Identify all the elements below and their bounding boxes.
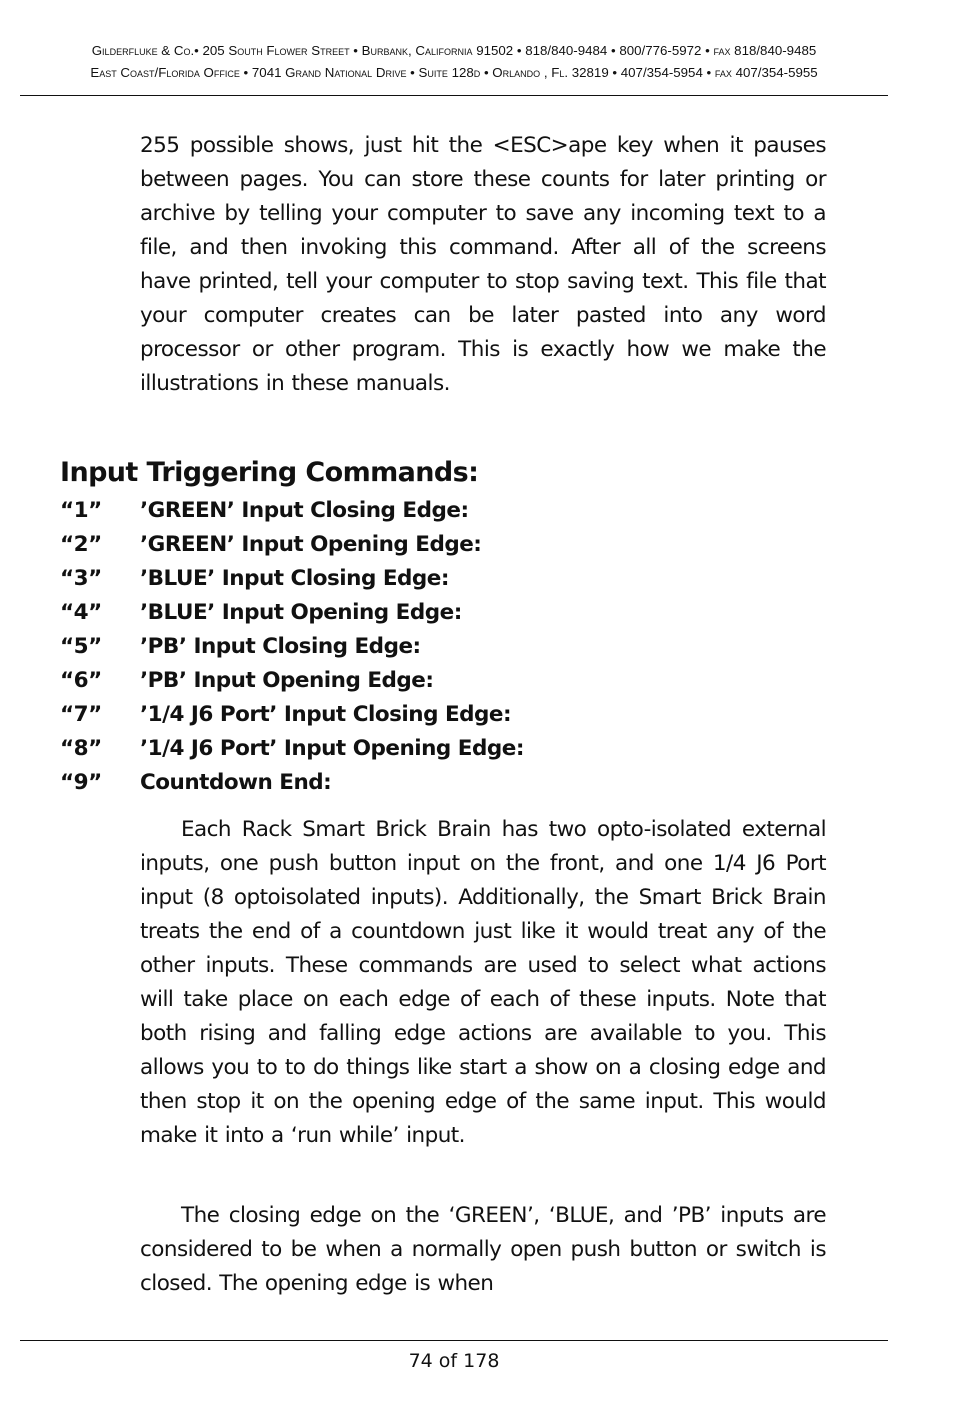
command-item bbox=[60, 630, 524, 664]
command-item bbox=[60, 698, 524, 732]
command-label: Countdown End: bbox=[140, 770, 332, 795]
command-key: “7” bbox=[60, 702, 102, 727]
command-item bbox=[60, 732, 524, 766]
command-label: ’GREEN’ Input Closing Edge: bbox=[140, 498, 469, 523]
command-key: “3” bbox=[60, 566, 102, 591]
closing-edge-paragraph: The closing edge on the ‘GREEN’, ‘BLUE, and ’PB’ inputs are considered to be when a normally open push button or switch is closed. The opening edge is when bbox=[140, 1203, 826, 1296]
command-label: ’GREEN’ Input Opening Edge: bbox=[140, 532, 482, 557]
command-label: ’1/4 J6 Port’ Input Opening Edge: bbox=[140, 736, 524, 761]
command-item bbox=[60, 528, 524, 562]
command-label: ’PB’ Input Opening Edge: bbox=[140, 668, 434, 693]
header-address-line-1: Gilderfluke & Co.• 205 South Flower Street • Burbank, California 91502 • 818/840-9484 • 800/776-5972 • fax 818/840-9485 bbox=[91, 43, 817, 58]
command-key: “6” bbox=[60, 668, 102, 693]
command-label: ’PB’ Input Closing Edge: bbox=[140, 634, 421, 659]
command-item bbox=[60, 766, 524, 800]
header-address-line-2: East Coast/Florida Office • 7041 Grand National Drive • Suite 128d • Orlando , Fl. 32819 • 407/354-5954 • fax 407/354-5955 bbox=[90, 65, 818, 80]
footer-divider bbox=[20, 1340, 888, 1341]
header-divider bbox=[20, 95, 888, 96]
command-label: ’BLUE’ Input Closing Edge: bbox=[140, 566, 449, 591]
command-key: “9” bbox=[60, 770, 102, 795]
command-item bbox=[60, 596, 524, 630]
command-key: “1” bbox=[60, 498, 102, 523]
command-key: “8” bbox=[60, 736, 102, 761]
page-header bbox=[20, 40, 888, 84]
command-list bbox=[60, 494, 524, 800]
page-number: 74 of 178 bbox=[408, 1350, 500, 1372]
command-key: “5” bbox=[60, 634, 102, 659]
command-label: ’1/4 J6 Port’ Input Closing Edge: bbox=[140, 702, 512, 727]
command-key: “2” bbox=[60, 532, 102, 557]
inputs-description-paragraph: Each Rack Smart Brick Brain has two opto-isolated external inputs, one push button input on the front, and one 1/4 J6 Port input (8 optoisolated inputs). Additionally, the Smart Brick Brain treats the end of a countdown just like it would treat any of the other inputs. These commands are used to select what actions will take place on each edge of each of these inputs. Note that both rising and falling edge actions are available to you. This allows you to to do things like start a show on a closing edge and then stop it on the opening edge of the same input. This would make it into a ‘run while’ input. bbox=[140, 817, 826, 1148]
command-key: “4” bbox=[60, 600, 102, 625]
command-label: ’BLUE’ Input Opening Edge: bbox=[140, 600, 462, 625]
section-heading: Input Triggering Commands: bbox=[60, 457, 479, 488]
command-item bbox=[60, 494, 524, 528]
command-item bbox=[60, 562, 524, 596]
intro-paragraph: 255 possible shows, just hit the <ESC>ape key when it pauses between pages. You can store these counts for later printing or archive by telling your computer to save any incoming text to a file, and then invoking this command. After all of the screens have printed, tell your computer to stop saving text. This file that your computer creates can be later pasted into any word processor or other program. This is exactly how we make the illustrations in these manuals. bbox=[140, 133, 826, 396]
command-item bbox=[60, 664, 524, 698]
